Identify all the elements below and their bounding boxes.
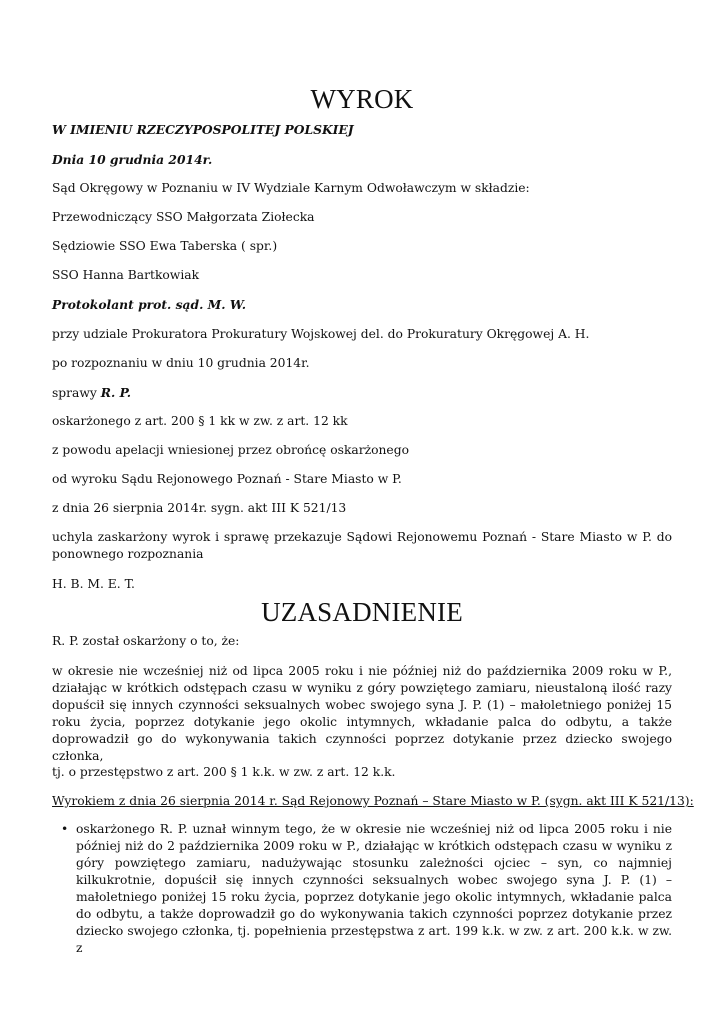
judgment-date-line: z dnia 26 sierpnia 2014r. sygn. akt III K 521/13 xyxy=(52,501,347,515)
appeal-line: z powodu apelacji wniesionej przez obrońcę oskarżonego xyxy=(52,443,409,457)
initials: H. B. M. E. T. xyxy=(52,577,135,591)
bullet-icon: • xyxy=(61,822,69,836)
presiding-judge: Przewodniczący SSO Małgorzata Ziołecka xyxy=(52,210,315,224)
accusation-paragraph: w okresie nie wcześniej niż od lipca 2005 roku i nie później niż do października 2009 roku w P., działając w krótkich odstępach czasu w wyniku z góry powziętego zamiaru, nieustaloną ilość razy dopuścił się innych czynności seksualnych wobec swojego syna J. P. (1) – małoletniego poniżej 15 roku życia, poprzez dotykanie jego okolic intymnych, wkładanie palca do odbytu, a także doprowadził go do wykonywania takich czynności poprzez dotykanie przez dziecko swojego członka, xyxy=(52,664,672,763)
offence-line: tj. o przestępstwo z art. 200 § 1 k.k. w zw. z art. 12 k.k. xyxy=(52,765,396,779)
judges: Sędziowie SSO Ewa Taberska ( spr.) xyxy=(52,239,278,253)
case-prefix: sprawy xyxy=(52,386,101,400)
court-clerk: Protokolant prot. sąd. M. W. xyxy=(52,297,246,312)
prosecutor-line: przy udziale Prokuratora Prokuratury Wojskowej del. do Prokuratury Okręgowej A. H. xyxy=(52,327,590,341)
charge-line: oskarżonego z art. 200 § 1 kk w zw. z art. 12 kk xyxy=(52,414,348,428)
judge-second: SSO Hanna Bartkowiak xyxy=(52,268,200,282)
from-judgment-line: od wyroku Sądu Rejonowego Poznań - Stare Miasto w P. xyxy=(52,472,402,486)
court-composition: Sąd Okręgowy w Poznaniu w IV Wydziale Karnym Odwoławczym w składzie: xyxy=(52,181,530,195)
case-name: R. P. xyxy=(100,385,132,400)
judgment-heading: Wyrokiem z dnia 26 sierpnia 2014 r. Sąd Rejonowy Poznań – Stare Miasto w P. (sygn. akt III K 521/13): xyxy=(52,794,694,808)
case-line xyxy=(52,384,131,402)
verdict-date: Dnia 10 grudnia 2014r. xyxy=(52,152,213,167)
list-item-text: oskarżonego R. P. uznał winnym tego, że w okresie nie wcześniej niż od lipca 2005 roku i nie później niż do 2 października 2009 roku w P., działając w krótkich odstępach czasu w wyniku z góry powziętego zamiaru, nadużywając stosunku zależności ojciec – syn, co najmniej kilkukrotnie, dopuścił się innych czynności seksualnych wobec swojego syna J. P. (1) – małoletniego poniżej 15 roku życia, poprzez dotykanie jego okolic intymnych, wkładanie palca do odbytu, a także doprowadził go do wykonywania takich czynności poprzez dotykanie przez dziecko swojego członka, tj. popełnienia przestępstwa z art. 199 k.k. w zw. z art. 200 k.k. w zw. z xyxy=(76,822,672,955)
justification-title: UZASADNIENIE xyxy=(261,597,463,627)
hearing-date: po rozpoznaniu w dniu 10 grudnia 2014r. xyxy=(52,356,310,370)
accused-line: R. P. został oskarżony o to, że: xyxy=(52,634,240,648)
verdict-title: WYROK xyxy=(310,84,414,114)
ruling-paragraph: uchyla zaskarżony wyrok i sprawę przekazuje Sądowi Rejonowemu Poznań - Stare Miasto w P. do ponownego rozpoznania xyxy=(52,530,672,561)
in-name-heading: W IMIENIU RZECZYPOSPOLITEJ POLSKIEJ xyxy=(52,122,354,137)
